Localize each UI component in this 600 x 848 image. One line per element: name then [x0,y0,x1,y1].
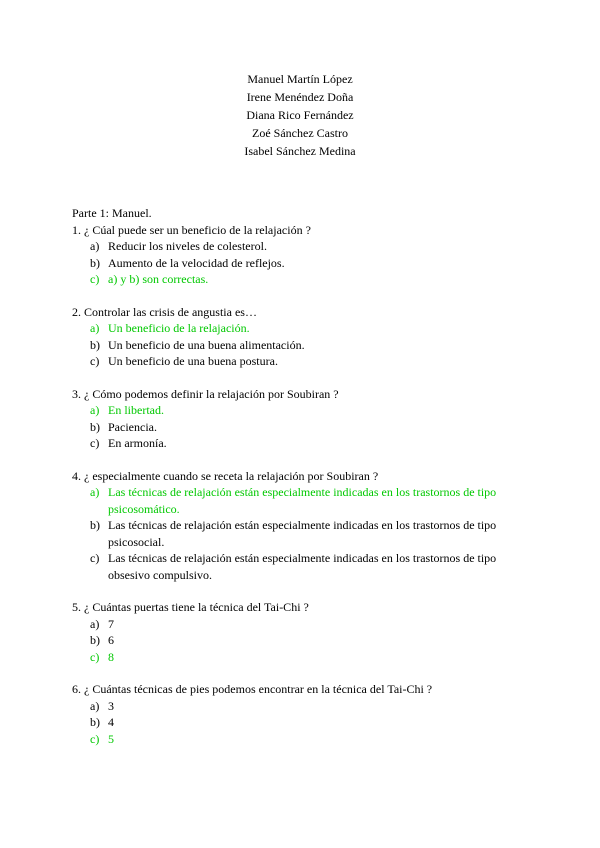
option-label: c) [90,551,100,565]
option-label: b) [90,715,100,729]
option-text: Paciencia. [108,419,157,434]
option-text: 8 [108,649,114,664]
author-name: Diana Rico Fernández [246,108,354,122]
author-name: Zoé Sánchez Castro [252,126,348,140]
answer-option [72,632,532,649]
option-text: Las técnicas de relajación están especialmente indicadas en los trastornos de tipo psicosomático. [108,485,497,516]
question-block [72,599,532,665]
question-block [72,304,532,370]
option-label: a) [90,403,100,417]
question-text: 5. ¿ Cuántas puertas tiene la técnica del Tai-Chi ? [72,600,309,614]
option-label: b) [90,419,100,434]
author-name: Irene Menéndez Doña [246,90,354,104]
answer-option [72,698,532,715]
question-list [72,222,532,748]
answer-option-correct [72,484,532,517]
author-name: Isabel Sánchez Medina [244,144,356,158]
option-label: a) [90,485,100,499]
option-label: a) [90,239,100,253]
question-text: 6. ¿ Cuántas técnicas de pies podemos encontrar en la técnica del Tai-Chi ? [72,682,433,696]
question-text: 4. ¿ especialmente cuando se receta la relajación por Soubiran ? [72,468,379,483]
question-block [72,468,532,584]
question-block [72,222,532,288]
option-text: 3 [108,698,114,713]
answer-option [72,238,532,255]
option-label: b) [90,518,100,532]
option-text: 7 [108,616,114,631]
option-label: c) [90,731,100,746]
option-label: b) [90,633,100,647]
answer-option [72,517,532,550]
answer-option-correct [72,271,532,288]
option-label: c) [90,649,100,664]
question-text: 2. Controlar las crisis de angustia es… [72,304,257,319]
option-text: Reducir los niveles de colesterol. [108,239,267,253]
author-list [0,70,600,160]
answer-option [72,616,532,633]
option-label: c) [90,272,100,286]
question-block [72,386,532,452]
answer-option [72,255,532,272]
answer-option-correct [72,649,532,666]
option-text: 6 [108,633,114,647]
answer-option [72,337,532,354]
option-text: 4 [108,715,114,729]
option-text: Aumento de la velocidad de reflejos. [108,255,285,270]
answer-option [72,435,532,452]
option-label: b) [90,337,100,352]
option-text: Las técnicas de relajación están especialmente indicadas en los trastornos de tipo psicosocial. [108,518,497,549]
option-text: En armonía. [108,436,167,450]
answer-option [72,419,532,436]
option-label: a) [90,321,100,335]
answer-option-correct [72,320,532,337]
question-block [72,681,532,747]
option-label: c) [90,354,100,368]
question-text: 1. ¿ Cúal puede ser un beneficio de la relajación ? [72,222,311,237]
answer-option [72,353,532,370]
option-label: b) [90,255,100,270]
option-label: c) [90,436,100,450]
option-text: 5 [108,731,114,746]
option-label: a) [90,698,100,713]
option-text: Un beneficio de una buena postura. [108,354,278,368]
option-text: a) y b) son correctas. [108,272,209,286]
option-text: Un beneficio de la relajación. [108,321,250,335]
answer-option-correct [72,731,532,748]
option-label: a) [90,616,100,631]
answer-option [72,714,532,731]
author-name: Manuel Martín López [247,72,353,86]
question-text: 3. ¿ Cómo podemos definir la relajación por Soubiran ? [72,386,339,401]
option-text: Un beneficio de una buena alimentación. [108,337,305,352]
option-text: En libertad. [108,403,164,417]
answer-option-correct [72,402,532,419]
part-heading: Parte 1: Manuel. [72,206,152,220]
answer-option [72,550,532,583]
quiz-content [72,205,532,747]
option-text: Las técnicas de relajación están especialmente indicadas en los trastornos de tipo obsesivo compulsivo. [108,551,497,582]
